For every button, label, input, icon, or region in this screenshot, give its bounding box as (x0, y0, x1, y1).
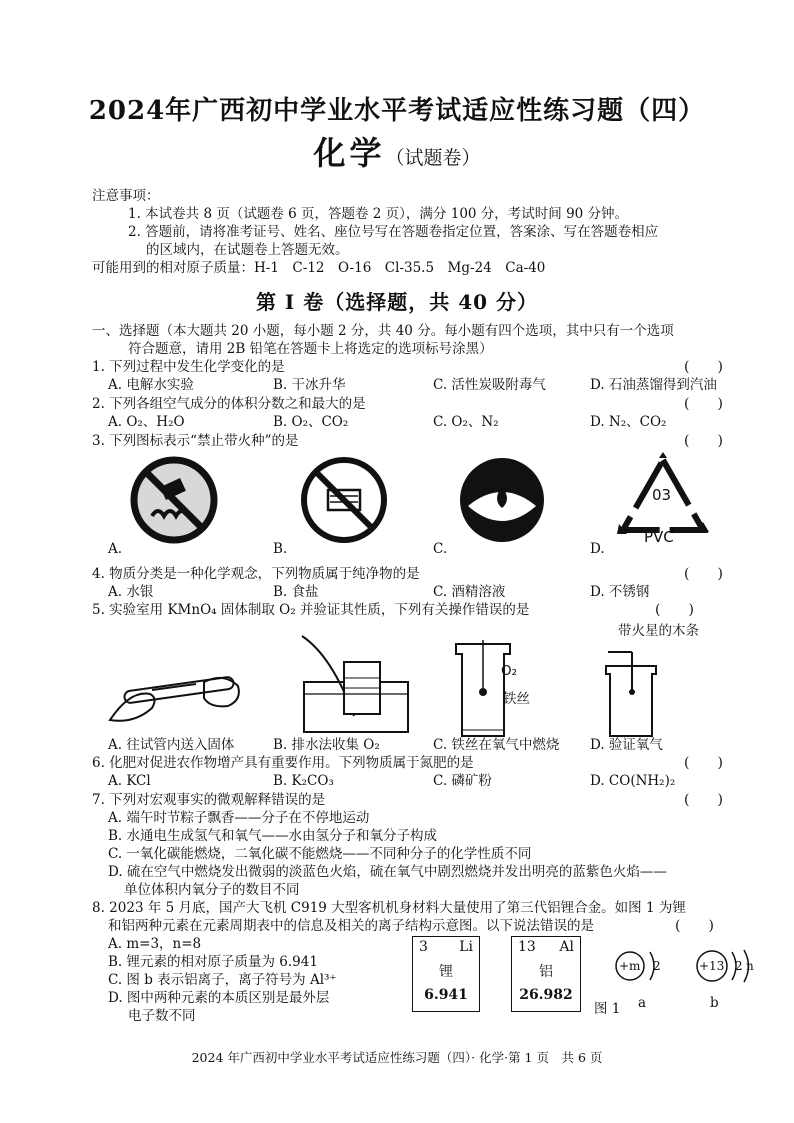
q7-answer-paren: ( ) (684, 792, 723, 808)
lithium-atomic-number: 3 (419, 939, 428, 955)
q8-option-c: C. 图 b 表示铝离子，离子符号为 Al³⁺ (108, 972, 337, 988)
q1-answer-paren: ( ) (684, 359, 723, 375)
o2-label: O₂ (501, 663, 518, 679)
q4-option-a: A. 水银 (108, 584, 154, 600)
q8-option-d-line1: D. 图中两种元素的本质区别是最外层 (108, 990, 330, 1006)
q4-option-d: D. 不锈钢 (590, 584, 650, 600)
ion-a-nucleus: +m (619, 959, 641, 973)
q8-answer-paren: ( ) (675, 918, 714, 934)
q7-option-d-line1: D. 硫在空气中燃烧发出微弱的淡蓝色火焰，硫在氧气中剧烈燃烧并发出明亮的蓝紫色火焰—— (108, 864, 667, 880)
q4-option-c: C. 酒精溶液 (433, 584, 506, 600)
section-instructions-1: 一、选择题（本大题共 20 小题，每小题 2 分，共 40 分。每小题有四个选项，其中只有一个选项 (92, 323, 674, 339)
q6-option-b: B. K₂CO₃ (273, 773, 334, 789)
q5-option-b: B. 排水法收集 O₂ (273, 737, 380, 753)
subject-heading (0, 128, 794, 174)
atomic-mass-line: 可能用到的相对原子质量：H-1 C-12 O-16 Cl-35.5 Mg-24 Ca-40 (92, 260, 546, 276)
subject-note: （试题卷） (385, 147, 481, 169)
glowing-splint-label: 带火星的木条 (618, 623, 699, 639)
q2-option-b: B. O₂、CO₂ (273, 414, 349, 430)
ion-b-shell-1: 2 (735, 959, 743, 973)
aluminum-symbol: Al (559, 939, 574, 955)
q1-option-c: C. 活性炭吸附毒气 (433, 377, 546, 393)
q3-stem: 3. 下列图标表示“禁止带火种”的是 (92, 433, 299, 449)
q8-stem-line2: 和铝两种元素在元素周期表中的信息及相关的离子结构示意图。以下说法错误的是 (108, 918, 594, 934)
page-title: 2024年广西初中学业水平考试适应性练习题（四） (88, 96, 706, 126)
water-collection-drawing (296, 632, 416, 740)
oxygen-test-drawing (598, 646, 668, 744)
q5-answer-paren: ( ) (655, 602, 694, 618)
aluminum-element-card (511, 936, 581, 1012)
lithium-symbol: Li (459, 939, 473, 955)
q7-option-d-line2: 单位体积内氧分子的数目不同 (124, 882, 300, 898)
figure-a-label: a (638, 995, 647, 1011)
q4-answer-paren: ( ) (684, 566, 723, 582)
q3-option-c: C. (433, 541, 448, 557)
q6-option-a: A. KCl (108, 773, 151, 789)
q4-stem: 4. 物质分类是一种化学观念，下列物质属于纯净物的是 (92, 566, 420, 582)
q2-answer-paren: ( ) (684, 396, 723, 412)
aluminum-name: 铝 (539, 964, 553, 980)
notes-item-1: 1. 本试卷共 8 页（试题卷 6 页，答题卷 2 页），满分 100 分，考试时间 90 分钟。 (128, 206, 629, 222)
aluminum-mass: 26.982 (519, 987, 573, 1003)
q3-answer-paren: ( ) (684, 433, 723, 449)
figure-label: 图 1 (594, 1001, 621, 1017)
pvc-label: PVC (644, 528, 674, 546)
q8-option-b: B. 锂元素的相对原子质量为 6.941 (108, 954, 318, 970)
aluminum-atomic-number: 13 (518, 939, 536, 955)
q3-option-a: A. (108, 541, 123, 557)
notes-item-3: 的区域内，在试题卷上答题无效。 (146, 242, 349, 258)
ion-b-nucleus: +13 (699, 959, 725, 973)
q1-option-a: A. 电解水实验 (108, 377, 194, 393)
subject-name: 化学 (313, 134, 386, 172)
q7-stem: 7. 下列对宏观事实的微观解释错误的是 (92, 792, 326, 808)
q8-option-a: A. m=3，n=8 (108, 936, 202, 952)
notes-item-2: 2. 答题前，请将准考证号、姓名、座位号写在答题卷指定位置，答案涂、写在答题卷相应 (128, 224, 659, 240)
q7-option-c: C. 一氧化碳能燃烧，二氧化碳不能燃烧——不同种分子的化学性质不同 (108, 846, 532, 862)
q1-option-b: B. 干冰升华 (273, 377, 346, 393)
recycle-number: 03 (652, 486, 672, 504)
q2-option-c: C. O₂、N₂ (433, 414, 499, 430)
q8-option-d-line2: 电子数不同 (128, 1008, 196, 1024)
q2-option-a: A. O₂、H₂O (108, 414, 185, 430)
q5-option-d: D. 验证氧气 (590, 737, 663, 753)
ion-a-shell: 2 (653, 959, 661, 973)
q6-option-d: D. CO(NH₂)₂ (590, 773, 676, 789)
q3-option-d: D. (590, 541, 605, 557)
lithium-element-card (412, 936, 480, 1012)
q7-option-b: B. 水通电生成氢气和氧气——水由氢分子和氧分子构成 (108, 828, 438, 844)
q1-option-d: D. 石油蒸馏得到汽油 (590, 377, 717, 393)
no-fire-source-icon (130, 456, 218, 548)
notes-heading: 注意事项： (92, 188, 160, 204)
water-saving-icon (458, 456, 546, 548)
q6-option-c: C. 磷矿粉 (433, 773, 492, 789)
lithium-mass: 6.941 (424, 987, 468, 1003)
q6-stem: 6. 化肥对促进农作物增产具有重要作用。下列物质属于氮肥的是 (92, 755, 474, 771)
q3-option-b: B. (273, 541, 288, 557)
q5-stem: 5. 实验室用 KMnO₄ 固体制取 O₂ 并验证其性质，下列有关操作错误的是 (92, 602, 530, 618)
lithium-name: 锂 (439, 964, 453, 980)
q4-option-b: B. 食盐 (273, 584, 319, 600)
page-footer: 2024 年广西初中学业水平考试适应性练习题（四）· 化学·第 1 页 共 6 页 (191, 1050, 603, 1065)
section-instructions-2: 符合题意，请用 2B 铅笔在答题卡上将选定的选项标号涂黑） (128, 341, 493, 357)
ion-b-shell-2: n (746, 959, 754, 973)
no-matches-icon (300, 456, 388, 548)
q5-option-a: A. 往试管内送入固体 (108, 737, 235, 753)
figure-b-label: b (710, 995, 719, 1011)
part-title: 第 I 卷（选择题，共 40 分） (255, 290, 539, 314)
q8-stem-line1: 8. 2023 年 5 月底，国产大飞机 C919 大型客机机身材料大量使用了第三代铝锂合金。如图 1 为锂 (92, 900, 686, 916)
q7-option-a: A. 端午时节粽子飘香——分子在不停地运动 (108, 810, 370, 826)
q2-option-d: D. N₂、CO₂ (590, 414, 667, 430)
q5-option-c: C. 铁丝在氧气中燃烧 (433, 737, 560, 753)
test-tube-solid-drawing (104, 650, 254, 738)
q1-stem: 1. 下列过程中发生化学变化的是 (92, 359, 285, 375)
iron-wire-label: 铁丝 (503, 691, 530, 707)
q2-stem: 2. 下列各组空气成分的体积分数之和最大的是 (92, 396, 366, 412)
q6-answer-paren: ( ) (684, 755, 723, 771)
